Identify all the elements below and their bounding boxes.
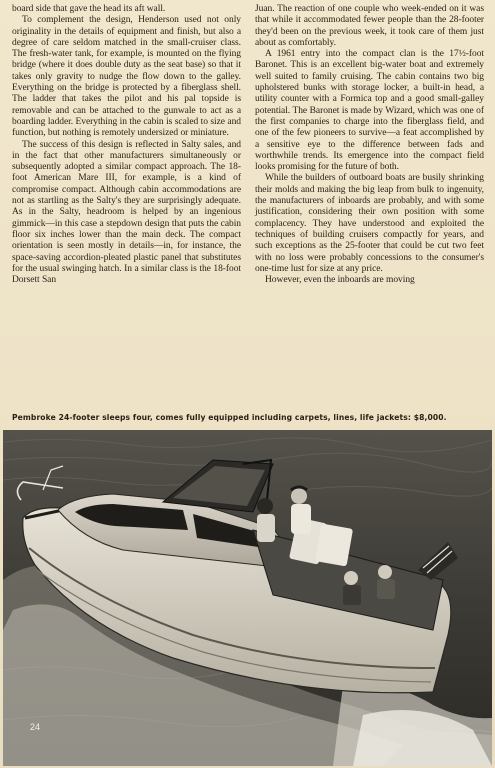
paragraph: The success of this design is reflected in Salty sales, and in the fact that other manufacturers simultaneously or subsequently adopted a similar compact approach. The 18-foot American Mare III, for example, is a kind of compromise compact. Although cabin accommodations are not as startling as the Salty's they are surprisingly adequate. As in the Salty, headroom is helped by an ingenious gimmick—in this case a stepdown design that puts the cabin floor six inches lower than the main deck. The compact orientation is seen mostly in details—in, for instance, the space-saving accordion-pleated plastic panel that substitutes for the usual swinging hatch. In a similar class is the 18-foot Dorsett San (12, 139, 241, 286)
article-body (12, 4, 484, 397)
boat-photo (3, 430, 492, 766)
paragraph: Juan. The reaction of one couple who week-ended on it was that while it accommodated fewer people than the 28-footer they'd been on the previous week, it took care of them just about as comfortably. (255, 4, 484, 48)
article-right-column (255, 4, 484, 397)
paragraph: board side that gave the head its aft wall. (12, 4, 166, 14)
photo-caption: Pembroke 24-footer sleeps four, comes fully equipped including carpets, lines, life jackets: $8,000. (12, 413, 447, 422)
paragraph: A 1961 entry into the compact clan is the 17½-foot Baronet. This is an excellent big-water boat and extremely well suited to family cruising. The cabin contains two big upholstered bunks with storage locker, a built-in head, a utility counter with a Formica top and a good small-galley potential. The Baronet is made by Wizard, which was one of the first companies to charge into the fiberglass field, and one of the few pioneers to survive—a feat accomplished by a sensitive eye to the difference between fads and worthwhile trends. Its emergence into the compact field looks promising for the future of both. (255, 49, 484, 173)
paragraph: To complement the design, Henderson used not only originality in the details of equipment and finish, but also a degree of care seldom matched in the small-cruiser class. The fresh-water tank, for example, is mounted on the flying bridge (where it does double duty as the seat base) so that it takes only gravity to nudge the flow down to the galley. Everything on the bridge is protected by a fiberglass shell. The ladder that takes the pilot and his pal topside is removable and can be attached to the gunwale to act as a boarding ladder. Everything in the cabin is scaled to size and function, but nothing is remotely undersized or miniature. (12, 15, 241, 139)
article-left-column (12, 4, 241, 397)
page-number: 24 (30, 722, 41, 732)
paragraph: However, even the inboards are moving (265, 275, 415, 286)
boat-photo-illustration (3, 430, 492, 766)
paragraph: While the builders of outboard boats are busily shrinking their molds and making the big leap from bulk to ingenuity, the manufacturers of inboards are probably, and with some justification, considering their own position with some complacency. They have understood and exploited the techniques of building cruisers compactly for years, and such exceptions as the 25-footer that could be cut two feet with no loss were probably concessions to the consumer's one-time lust for size at any price. (255, 173, 484, 274)
